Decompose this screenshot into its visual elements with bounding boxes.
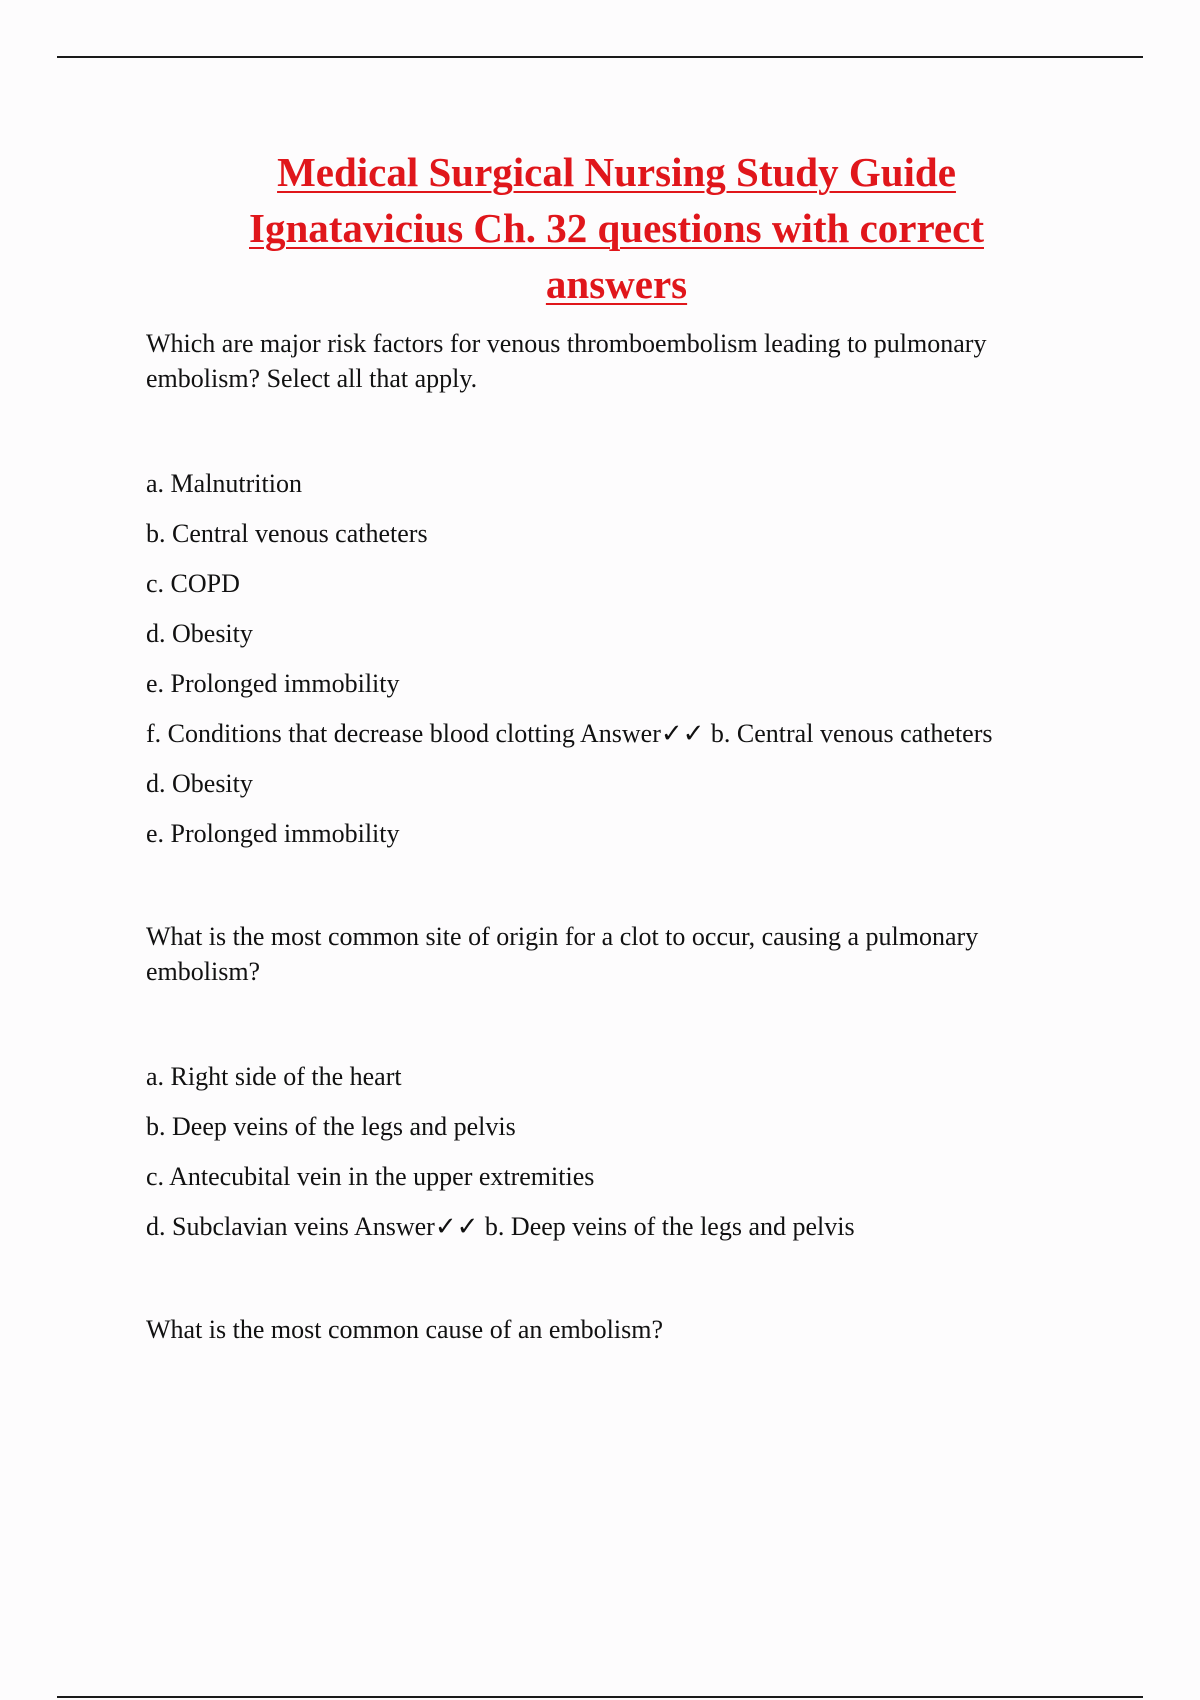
title-line-2: Ignatavicius Ch. 32 questions with correct — [249, 205, 984, 251]
spacer — [146, 1259, 1086, 1312]
spacer — [146, 866, 1086, 919]
question-1-option-with-answer: f. Conditions that decrease blood clotting Answer✓✓ b. Central venous catheters — [146, 719, 993, 748]
question-2-option: b. Deep veins of the legs and pelvis — [146, 1112, 516, 1141]
title-line-3: answers — [545, 261, 688, 307]
question-1-option: e. Prolonged immobility — [146, 669, 400, 698]
spacer — [146, 989, 1086, 1059]
question-2-option: c. Antecubital vein in the upper extremities — [146, 1162, 595, 1191]
question-1-option: b. Central venous catheters — [146, 519, 428, 548]
question-1-answer-continued: d. Obesity — [146, 769, 253, 798]
question-1-option: c. COPD — [146, 569, 240, 598]
questions-content — [146, 326, 1086, 1347]
bottom-rule — [57, 1696, 1143, 1698]
question-3-prompt: What is the most common cause of an embolism? — [146, 1315, 663, 1344]
question-1-option: d. Obesity — [146, 619, 253, 648]
spacer — [146, 396, 1086, 466]
question-2-prompt: What is the most common site of origin for a clot to occur, causing a pulmonary embolism? — [146, 922, 979, 986]
question-2-option-with-answer: d. Subclavian veins Answer✓✓ b. Deep veins of the legs and pelvis — [146, 1212, 855, 1241]
question-1-option: a. Malnutrition — [146, 469, 302, 498]
question-1-prompt: Which are major risk factors for venous thromboembolism leading to pulmonary embolism? Select all that apply. — [146, 329, 987, 393]
top-rule — [57, 56, 1143, 58]
document-title — [120, 144, 1113, 312]
question-1-answer-continued: e. Prolonged immobility — [146, 819, 400, 848]
question-2-option: a. Right side of the heart — [146, 1062, 402, 1091]
title-line-1: Medical Surgical Nursing Study Guide — [277, 149, 956, 195]
